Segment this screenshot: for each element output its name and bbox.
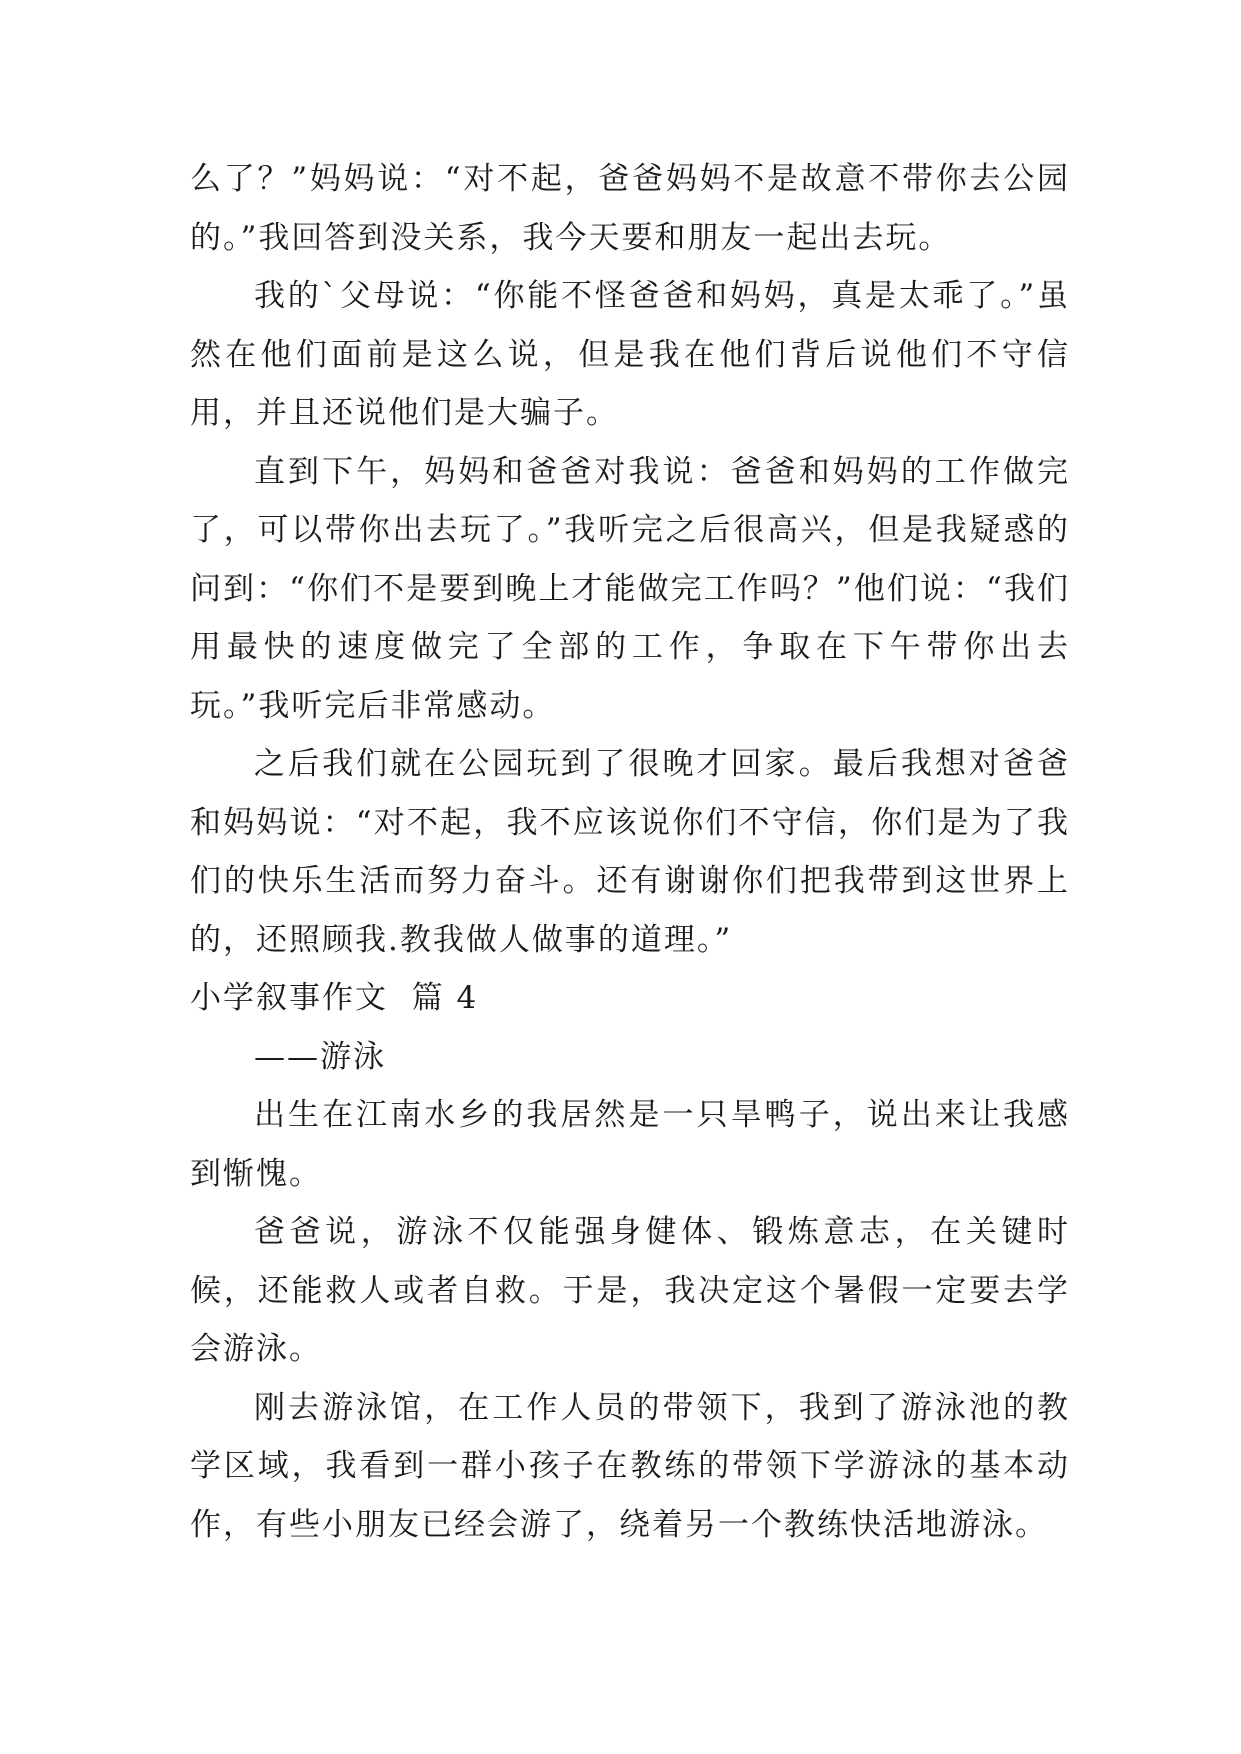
paragraph: 直到下午，妈妈和爸爸对我说：爸爸和妈妈的工作做完了，可以带你出去玩了。”我听完之后很高兴，但是我疑惑的问到：“你们不是要到晚上才能做完工作吗？”他们说：“我们用最快的速度做完了全部的工作，争取在下午带你出去玩。”我听完后非常感动。 — [190, 453, 1070, 724]
document-page — [190, 150, 1070, 1554]
paragraph: 爸爸说，游泳不仅能强身健体、锻炼意志，在关键时候，还能救人或者自救。于是，我决定这个暑假一定要去学会游泳。 — [190, 1214, 1070, 1367]
paragraph: 么了？”妈妈说：“对不起，爸爸妈妈不是故意不带你去公园的。”我回答到没关系，我今天要和朋友一起出去玩。 — [190, 161, 1070, 256]
section-subtitle: ——游泳 — [254, 1038, 386, 1075]
paragraph: 刚去游泳馆，在工作人员的带领下，我到了游泳池的教学区域，我看到一群小孩子在教练的带领下学游泳的基本动作，有些小朋友已经会游了，绕着另一个教练快活地游泳。 — [190, 1389, 1070, 1543]
paragraph: 出生在江南水乡的我居然是一只旱鸭子，说出来让我感到惭愧。 — [190, 1097, 1070, 1192]
section-heading: 小学叙事作文 篇 4 — [190, 980, 479, 1016]
paragraph: 之后我们就在公园玩到了很晚才回家。最后我想对爸爸和妈妈说：“对不起，我不应该说你们不守信，你们是为了我们的快乐生活而努力奋斗。还有谢谢你们把我带到这世界上的，还照顾我.教我做人做事的道理。” — [190, 746, 1070, 958]
paragraph: 我的`父母说：“你能不怪爸爸和妈妈，真是太乖了。”虽然在他们面前是这么说，但是我在他们背后说他们不守信用，并且还说他们是大骗子。 — [190, 278, 1070, 431]
